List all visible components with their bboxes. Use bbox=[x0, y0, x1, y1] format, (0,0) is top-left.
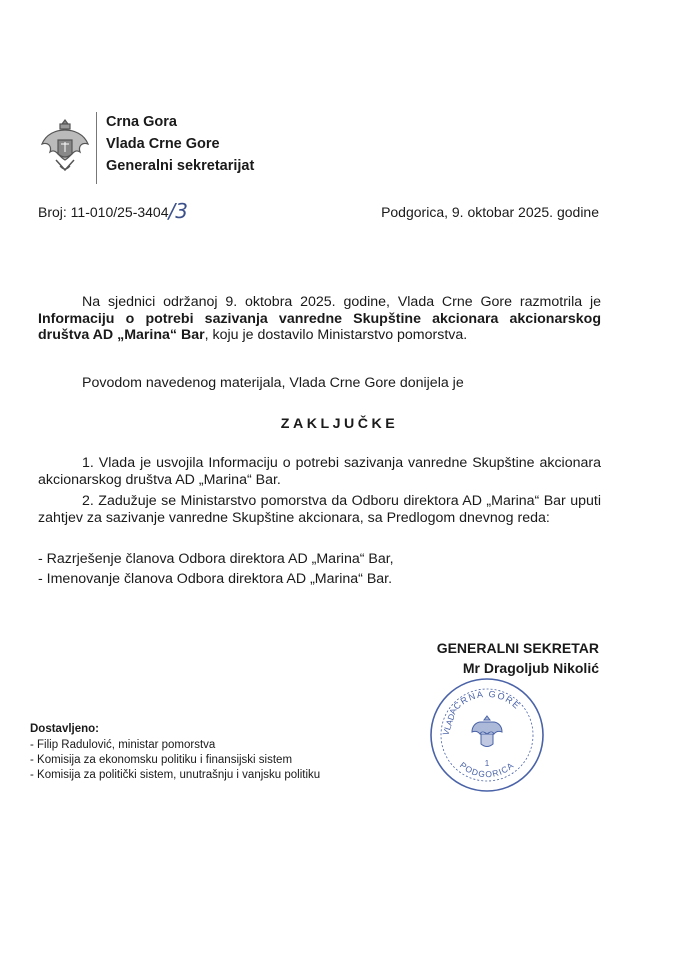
header-secretariat: Generalni sekretarijat bbox=[106, 158, 255, 174]
distribution-item: - Filip Radulović, ministar pomorstva bbox=[30, 739, 216, 751]
distribution-title-text: Dostavljeno: bbox=[30, 723, 100, 735]
distribution-title bbox=[30, 722, 99, 736]
stamp-left-text: VLADA bbox=[440, 707, 459, 737]
distribution-item: - Komisija za ekonomsku politiku i finansijski sistem bbox=[30, 754, 293, 766]
agenda-bullet-1: - Razrješenje članova Odbora direktora AD „Marina“ Bar, bbox=[38, 551, 394, 567]
stamp-bottom-text: PODGORICA bbox=[457, 759, 517, 780]
header-government: Vlada Crne Gore bbox=[106, 136, 220, 152]
conclusion-item-1: 1. Vlada je usvojila Informaciju o potrebi sazivanja vanredne Skupštine akcionara akcionarskog društva AD „Marina“ Bar. bbox=[38, 455, 601, 488]
signature-title: GENERALNI SEKRETAR bbox=[436, 640, 599, 656]
intro-bold: Informaciju o potrebi sazivanja vanredne Skupštine akcionara akcionarskog društva AD „Marina“ Bar bbox=[38, 310, 601, 343]
intro-pre: Na sjednici održanoj 9. oktobra 2025. godine, Vlada Crne Gore razmotrila je bbox=[82, 294, 601, 310]
header-country: Crna Gora bbox=[106, 114, 177, 130]
intro-paragraph bbox=[38, 294, 601, 344]
svg-text:CRNA GORE bbox=[451, 689, 522, 712]
stamp-top-text: CRNA GORE bbox=[451, 688, 523, 712]
official-stamp-icon bbox=[428, 676, 546, 794]
conclusions-heading: ZAKLJUČKE bbox=[280, 416, 399, 432]
signature-name: Mr Dragoljub Nikolić bbox=[462, 660, 599, 676]
intro-post: , koju je dostavilo Ministarstvo pomorstva. bbox=[204, 327, 468, 343]
coat-of-arms-icon bbox=[38, 116, 92, 178]
reference-handwritten: /3 bbox=[168, 199, 188, 223]
document-date: Podgorica, 9. oktobar 2025. godine bbox=[381, 204, 599, 220]
header-divider bbox=[96, 112, 97, 184]
distribution-item: - Komisija za politički sistem, unutrašnju i vanjsku politiku bbox=[30, 769, 321, 781]
agenda-bullet-2: - Imenovanje članova Odbora direktora AD „Marina“ Bar. bbox=[38, 571, 393, 587]
reference-number-text: Broj: 11-010/25-3404 bbox=[38, 204, 169, 220]
conclusion-item-2: 2. Zadužuje se Ministarstvo pomorstva da Odboru direktora AD „Marina“ Bar uputi zahtjev za sazivanje vanredne Skupštine akcionara, sa Predlogom dnevnog reda: bbox=[38, 493, 601, 526]
povodom-paragraph: Povodom navedenog materijala, Vlada Crne Gore donijela je bbox=[82, 375, 464, 391]
stamp-number: 1 bbox=[484, 759, 490, 768]
reference-number bbox=[38, 198, 188, 222]
